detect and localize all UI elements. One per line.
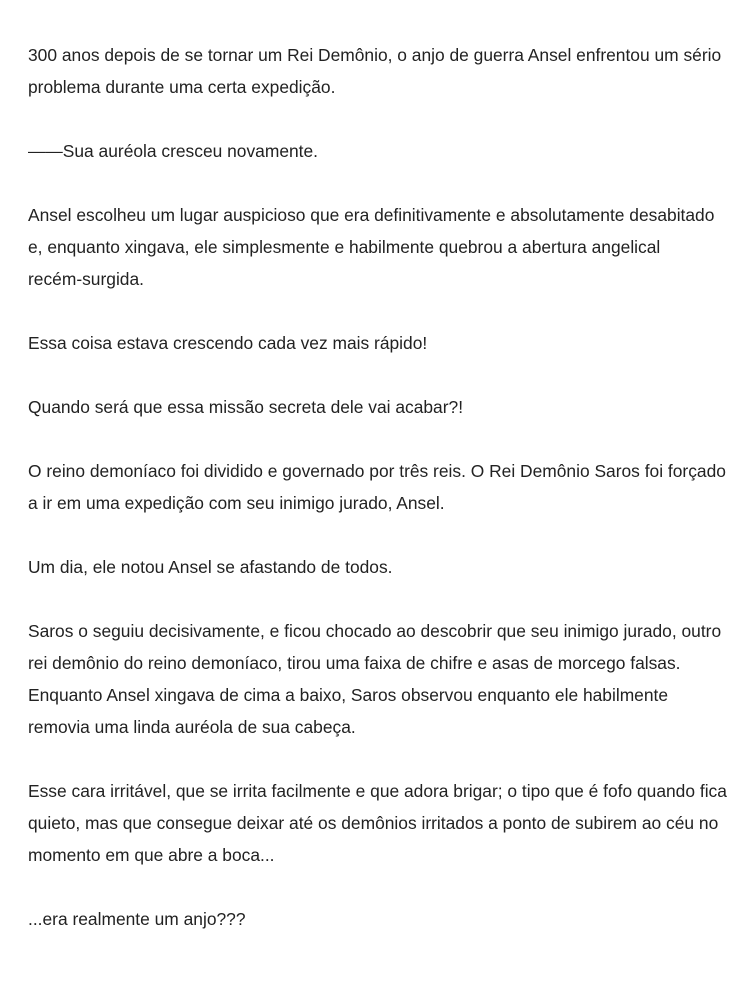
text-line: quieto, mas que consegue deixar até os demônios irritados a ponto de subirem ao céu no [28, 813, 719, 833]
text-line: ——Sua auréola cresceu novamente. [28, 141, 319, 161]
paragraph [28, 391, 740, 423]
text-line: momento em que abre a boca... [28, 845, 275, 865]
text-line: Um dia, ele notou Ansel se afastando de todos. [28, 557, 393, 577]
paragraph [28, 39, 740, 103]
paragraph [28, 775, 740, 871]
text-line: O reino demoníaco foi dividido e governado por três reis. O Rei Demônio Saros foi forçado [28, 461, 726, 481]
text-line: problema durante uma certa expedição. [28, 77, 336, 97]
text-line: a ir em uma expedição com seu inimigo jurado, Ansel. [28, 493, 445, 513]
text-line: Esse cara irritável, que se irrita facilmente e que adora brigar; o tipo que é fofo quando fica [28, 781, 727, 801]
text-line: 300 anos depois de se tornar um Rei Demônio, o anjo de guerra Ansel enfrentou um sério [28, 45, 722, 65]
paragraph [28, 199, 740, 295]
text-line: Ansel escolheu um lugar auspicioso que era definitivamente e absolutamente desabitado [28, 205, 715, 225]
text-line: ...era realmente um anjo??? [28, 909, 246, 929]
text-line: removia uma linda auréola de sua cabeça. [28, 717, 356, 737]
document-body [28, 39, 740, 967]
paragraph [28, 615, 740, 743]
text-line: recém-surgida. [28, 269, 144, 289]
paragraph [28, 327, 740, 359]
paragraph [28, 135, 740, 167]
text-line: Saros o seguiu decisivamente, e ficou chocado ao descobrir que seu inimigo jurado, outro [28, 621, 722, 641]
text-line: e, enquanto xingava, ele simplesmente e habilmente quebrou a abertura angelical [28, 237, 661, 257]
paragraph [28, 455, 740, 519]
text-line: Enquanto Ansel xingava de cima a baixo, Saros observou enquanto ele habilmente [28, 685, 669, 705]
text-line: Quando será que essa missão secreta dele vai acabar?! [28, 397, 464, 417]
text-line: rei demônio do reino demoníaco, tirou uma faixa de chifre e asas de morcego falsas. [28, 653, 681, 673]
text-line: Essa coisa estava crescendo cada vez mais rápido! [28, 333, 428, 353]
paragraph [28, 903, 740, 935]
paragraph [28, 551, 740, 583]
